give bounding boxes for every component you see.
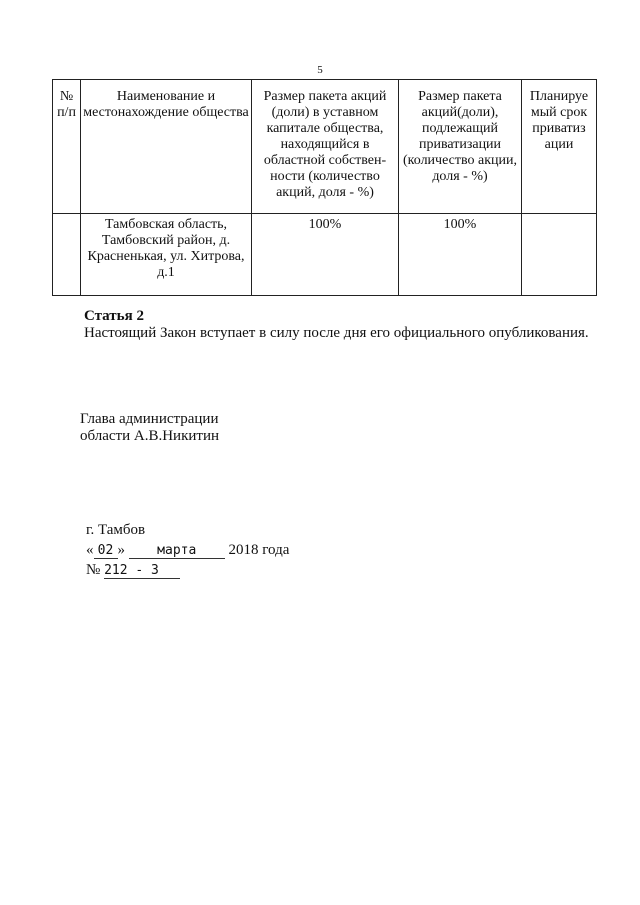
signature-position: Глава администрации <box>80 411 219 427</box>
date-line <box>86 540 289 560</box>
article-title: Статья 2 <box>84 308 144 324</box>
table-row <box>53 214 597 296</box>
cell-company-location: Тамбовская область, Тамбовский район, д. Красненькая, ул. Хитрова, д.1 <box>81 214 252 296</box>
header-company: Наименование и местонахождение общества <box>81 80 252 214</box>
shares-table <box>52 79 597 296</box>
table-header-row <box>53 80 597 214</box>
number-sign: № <box>86 562 101 578</box>
quote-open: « <box>86 542 94 558</box>
signature-name: области А.В.Никитин <box>80 428 220 444</box>
header-regional-share: Размер пакета акций (доли) в уставном капитале общества, находящийся в областной собствен-ности (количество акций, доля - %) <box>252 80 399 214</box>
cell-regional-share: 100% <box>252 214 399 296</box>
cell-number <box>53 214 81 296</box>
signature-block <box>80 411 219 445</box>
cell-planned-term <box>522 214 597 296</box>
header-planned-term: Планируе мый срок приватиз ации <box>522 80 597 214</box>
date-month: марта <box>129 543 225 559</box>
date-year: 2018 года <box>228 542 290 558</box>
header-number: № п/п <box>53 80 81 214</box>
law-number: 212 - З <box>104 563 180 579</box>
cell-privatized-share: 100% <box>399 214 522 296</box>
date-day: 02 <box>94 543 118 559</box>
header-privatized-share: Размер пакета акций(доли), подлежащий приватизации (количество акции, доля - %) <box>399 80 522 214</box>
place-date-block <box>86 520 289 580</box>
law-number-line <box>86 560 289 580</box>
page-number: 5 <box>317 64 323 76</box>
quote-close: » <box>117 542 125 558</box>
article-text: Настоящий Закон вступает в силу после дня его официального опубликования. <box>84 325 589 341</box>
city: г. Тамбов <box>86 522 146 538</box>
